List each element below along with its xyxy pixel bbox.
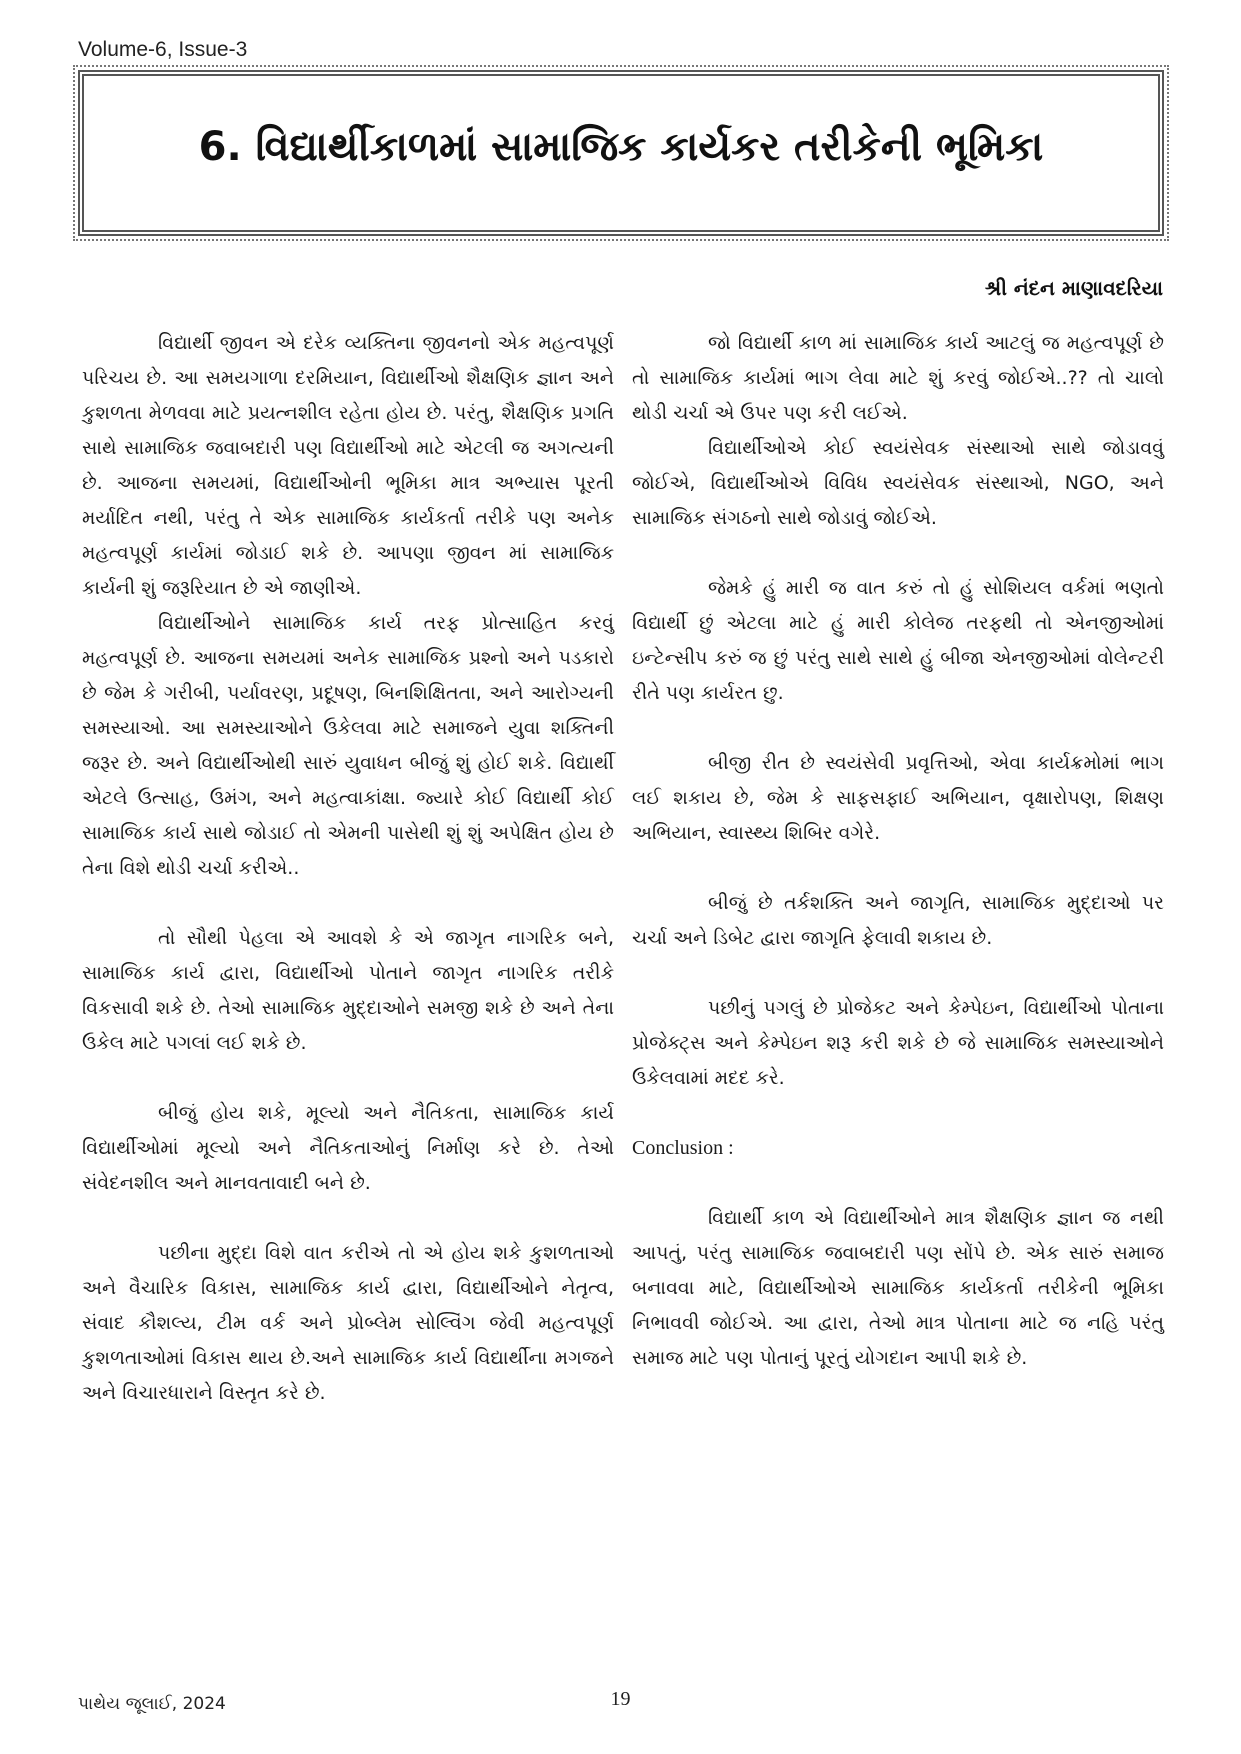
paragraph: બીજી રીત છે સ્વયંસેવી પ્રવૃત્તિઓ, એવા કાર્યક્રમોમાં ભાગ લઈ શકાય છે, જેમ કે સાફસફાઈ અભિયાન, વૃક્ષારોપણ, શિક્ષણ અભિયાન, સ્વાસ્થ્ય શિબિર વગેરે. (632, 752, 1164, 844)
title-frame (78, 70, 1164, 236)
conclusion-paragraph: વિદ્યાર્થી કાળ એ વિદ્યાર્થીઓને માત્ર શૈક્ષણિક જ્ઞાન જ નથી આપતું, પરંતુ સામાજિક જવાબદારી પણ સોંપે છે. એક સારું સમાજ બનાવવા માટે, વિદ્યાર્થીઓએ સામાજિક કાર્યકર્તા તરીકેની ભૂમિકા નિભાવવી જોઈએ. આ દ્વારા, તેઓ માત્ર પોતાના માટે જ નહિ પરંતુ સમાજ માટે પણ પોતાનું પૂરતું યોગદાન આપી શકે છે. (632, 1207, 1164, 1369)
conclusion-heading: Conclusion : (632, 1137, 734, 1159)
page-title: 6. વિદ્યાર્થીકાળમાં સામાજિક કાર્યકર તરીકેની ભૂમિકા (198, 124, 1044, 170)
paragraph: તો સૌથી પેહલા એ આવશે કે એ જાગૃત નાગરિક બને, સામાજિક કાર્ય દ્વારા, વિદ્યાર્થીઓ પોતાને જાગૃત નાગરિક તરીકે વિકસાવી શકે છે. તેઓ સામાજિક મુદ્દાઓને સમજી શકે છે અને તેના ઉકેલ માટે પગલાં લઈ શકે છે. (82, 927, 614, 1054)
paragraph: પછીનું પગલું છે પ્રોજેકટ અને કેમ્પેઇન, વિદ્યાર્થીઓ પોતાના પ્રોજેક્ટ્સ અને કેમ્પેઇન શરૂ કરી શકે છે જે સામાજિક સમસ્યાઓને ઉકેલવામાં મદદ કરે. (632, 997, 1164, 1089)
page-number: 19 (610, 1688, 631, 1710)
paragraph: બીજું હોય શકે, મૂલ્યો અને નૈતિકતા, સામાજિક કાર્ય વિદ્યાર્થીઓમાં મૂલ્યો અને નૈતિકતાઓનું નિર્માણ કરે છે. તેઓ સંવેદનશીલ અને માનવતાવાદી બને છે. (82, 1102, 614, 1194)
paragraph: બીજું છે તર્કશક્તિ અને જાગૃતિ, સામાજિક મુદ્દાઓ પર ચર્ચા અને ડિબેટ દ્વારા જાગૃતિ ફેલાવી શકાય છે. (632, 892, 1164, 949)
paragraph: વિદ્યાર્થી જીવન એ દરેક વ્યક્તિના જીવનનો એક મહત્વપૂર્ણ પરિચય છે. આ સમયગાળા દરમિયાન, વિદ્યાર્થીઓ શૈક્ષણિક જ્ઞાન અને કુશળતા મેળવવા માટે પ્રયત્નશીલ રહેતા હોય છે. પરંતુ, શૈક્ષણિક પ્રગતિ સાથે સામાજિક જવાબદારી પણ વિદ્યાર્થીઓ માટે એટલી જ અગત્યની છે. આજના સમયમાં, વિદ્યાર્થીઓની ભૂમિકા માત્ર અભ્યાસ પૂરતી મર્યાદિત નથી, પરંતુ તે એક સામાજિક કાર્યકર્તા તરીકે પણ અનેક મહત્વપૂર્ણ કાર્યમાં જોડાઈ શકે છે. આપણા જીવન માં સામાજિક કાર્યની શું જરૂરિયાત છે એ જાણીએ. (82, 332, 614, 599)
footer-publication: પાથેય જૂલાઈ, 2024 (78, 1694, 226, 1714)
left-column (82, 326, 614, 1411)
paragraph: પછીના મુદ્દા વિશે વાત કરીએ તો એ હોય શકે કુશળતાઓ અને વૈચારિક વિકાસ, સામાજિક કાર્ય દ્વારા, વિદ્યાર્થીઓને નેતૃત્વ, સંવાદ કૌશલ્ય, ટીમ વર્ક અને પ્રોબ્લેમ સોલ્વિંગ જેવી મહત્વપૂર્ણ કુશળતાઓમાં વિકાસ થાય છે.અને સામાજિક કાર્ય વિદ્યાર્થીના મગજને અને વિચારધારાને વિસ્તૃત કરે છે. (82, 1242, 614, 1404)
paragraph: વિદ્યાર્થીઓએ કોઈ સ્વયંસેવક સંસ્થાઓ સાથે જોડાવવું જોઈએ, વિદ્યાર્થીઓએ વિવિધ સ્વયંસેવક સંસ્થાઓ, NGO, અને સામાજિક સંગઠનો સાથે જોડાવું જોઈએ. (632, 437, 1164, 529)
volume-label: Volume-6, Issue-3 (78, 38, 248, 61)
paragraph: જેમકે હું મારી જ વાત કરું તો હું સોશિયલ વર્કમાં ભણતો વિદ્યાર્થી છું એટલા માટે હું મારી કોલેજ તરફથી તો એનજીઓમાં ઇન્ટેન્સીપ કરું જ છું પરંતુ સાથે સાથે હું બીજા એનજીઓમાં વોલેન્ટરી રીતે પણ કાર્યરત છુ. (632, 577, 1164, 704)
paragraph: જો વિદ્યાર્થી કાળ માં સામાજિક કાર્ય આટલું જ મહત્વપૂર્ણ છે તો સામાજિક કાર્યમાં ભાગ લેવા માટે શું કરવું જોઈએ..?? તો ચાલો થોડી ચર્ચા એ ઉપર પણ કરી લઈએ. (632, 332, 1164, 424)
paragraph: વિદ્યાર્થીઓને સામાજિક કાર્ય તરફ પ્રોત્સાહિત કરવું મહત્વપૂર્ણ છે. આજના સમયમાં અનેક સામાજિક પ્રશ્નો અને પડકારો છે જેમ કે ગરીબી, પર્યાવરણ, પ્રદૂષણ, બિનશિક્ષિતતા, અને આરોગ્યની સમસ્યાઓ. આ સમસ્યાઓને ઉકેલવા માટે સમાજને યુવા શક્તિની જરૂર છે. અને વિદ્યાર્થીઓથી સારું યુવાધન બીજું શું હોઈ શકે. વિદ્યાર્થી એટલે ઉત્સાહ, ઉમંગ, અને મહત્વાકાંક્ષા. જ્યારે કોઈ વિદ્યાર્થી કોઈ સામાજિક કાર્ય સાથે જોડાઈ તો એમની પાસેથી શું શું અપેક્ષિત હોય છે તેના વિશે થોડી ચર્ચા કરીએ.. (82, 612, 614, 879)
author-name: શ્રી નંદન માણાવદરિયા (984, 276, 1163, 300)
right-column (632, 326, 1164, 1376)
